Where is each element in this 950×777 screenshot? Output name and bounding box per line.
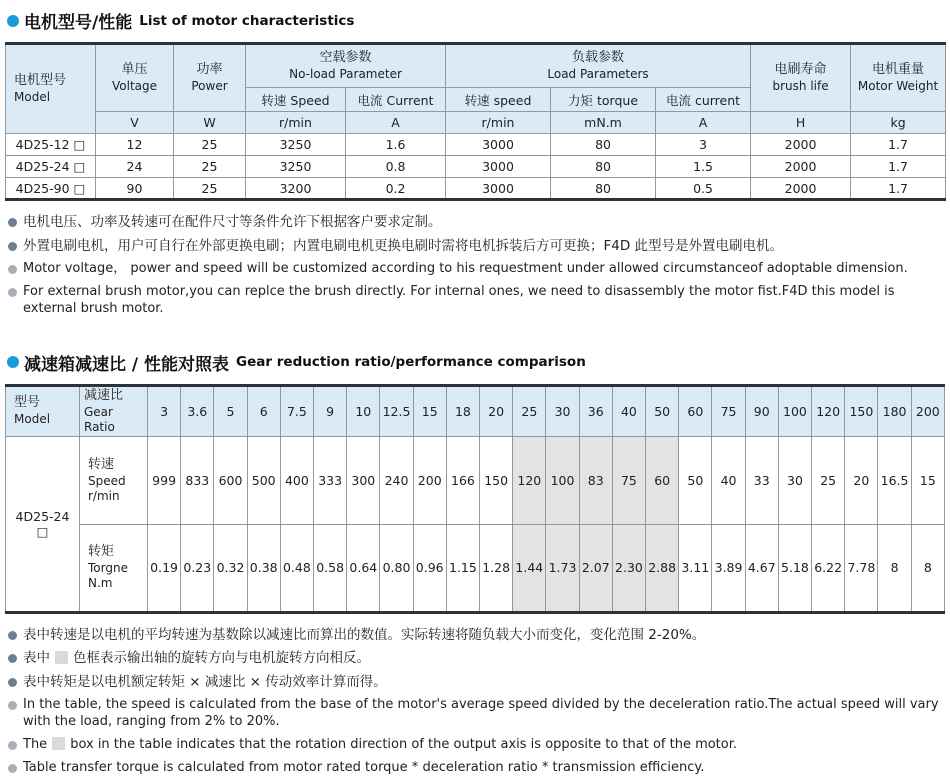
ratio-header-cell: 60 [679, 385, 712, 436]
ratio-header-cell: 15 [413, 385, 446, 436]
table-row [6, 134, 946, 156]
model-cell: 4D25-12 □ [6, 134, 96, 156]
value-cell: 25 [174, 134, 246, 156]
speed-cell: 60 [646, 436, 679, 524]
table-row [6, 178, 946, 200]
note-line [8, 760, 942, 777]
value-cell: 80 [551, 156, 656, 178]
ratio-header-cell: 120 [812, 385, 845, 436]
note-text [23, 737, 737, 754]
speed-cell: 833 [181, 436, 214, 524]
speed-cell: 75 [612, 436, 645, 524]
subheader-load-current: 电流 current [656, 88, 751, 112]
value-cell: 25 [174, 156, 246, 178]
ratio-header-cell: 7.5 [280, 385, 313, 436]
note-line [8, 214, 942, 232]
section-title-zh: 电机型号/性能 [24, 13, 133, 33]
col-header-model [6, 385, 80, 436]
torque-cell: 8 [911, 524, 944, 612]
ratio-header-cell: 100 [778, 385, 811, 436]
col-header-voltage [96, 44, 174, 112]
value-cell: 80 [551, 134, 656, 156]
header-label: 单压 [121, 62, 148, 78]
speed-cell: 30 [778, 436, 811, 524]
ratio-header-cell: 9 [314, 385, 347, 436]
value-cell: 3000 [446, 156, 551, 178]
speed-cell: 33 [745, 436, 778, 524]
unit-cell: r/min [246, 112, 346, 134]
header-label: Voltage [111, 78, 157, 93]
speed-cell: 25 [812, 436, 845, 524]
speed-cell: 400 [280, 436, 313, 524]
table-row [6, 156, 946, 178]
speed-cell: 166 [446, 436, 479, 524]
torque-cell: 0.80 [380, 524, 413, 612]
value-cell: 3 [656, 134, 751, 156]
speed-cell: 120 [513, 436, 546, 524]
motor-notes [8, 214, 942, 318]
model-cell: 4D25-24 □ [6, 436, 80, 612]
value-cell: 3250 [246, 156, 346, 178]
ratio-header-cell: 75 [712, 385, 745, 436]
torque-cell: 0.96 [413, 524, 446, 612]
ratio-header-cell: 25 [513, 385, 546, 436]
torque-cell: 0.48 [280, 524, 313, 612]
ratio-header-cell: 200 [911, 385, 944, 436]
torque-cell: 2.88 [646, 524, 679, 612]
value-cell: 0.5 [656, 178, 751, 200]
value-cell: 3200 [246, 178, 346, 200]
row-label: N.m [88, 576, 113, 591]
speed-cell: 16.5 [878, 436, 911, 524]
gray-box-swatch [55, 651, 68, 664]
header-label: Model [14, 412, 51, 427]
header-label: 负载参数 [572, 50, 625, 66]
header-label: 减速比 [84, 387, 124, 403]
section-motor-title [7, 8, 943, 33]
torque-cell: 2.07 [579, 524, 612, 612]
table-header-row [6, 44, 946, 88]
ratio-header-cell: 12.5 [380, 385, 413, 436]
value-cell: 0.8 [346, 156, 446, 178]
table-units-row [6, 112, 946, 134]
torque-cell: 1.73 [546, 524, 579, 612]
note-text: box in the table indicates that the rotation direction of the output axis is opposite to that of the motor. [70, 737, 738, 753]
ratio-header-cell: 10 [347, 385, 380, 436]
speed-cell: 999 [148, 436, 181, 524]
bullet-icon [7, 356, 19, 368]
speed-cell: 600 [214, 436, 247, 524]
row-label: 转矩 [88, 544, 115, 560]
unit-cell: W [174, 112, 246, 134]
value-cell: 25 [174, 178, 246, 200]
ratio-header-cell: 90 [745, 385, 778, 436]
torque-cell: 6.22 [812, 524, 845, 612]
header-label: 型号 [14, 395, 41, 411]
ratio-header-cell: 20 [480, 385, 513, 436]
header-label: 电机重量 [872, 62, 925, 78]
torque-cell: 1.28 [480, 524, 513, 612]
group-header-load [446, 44, 751, 88]
row-label: Speed [88, 473, 126, 488]
note-text: In the table, the speed is calculated from the base of the motor's average speed divided by the deceleration ratio.The actual speed will vary with the load, ranging from 2% to 20%. [23, 697, 939, 730]
note-bullet-icon [8, 701, 17, 710]
value-cell: 3000 [446, 134, 551, 156]
value-cell: 0.2 [346, 178, 446, 200]
gear-notes [8, 627, 942, 777]
bullet-icon [7, 15, 19, 27]
note-text: 表中转矩是以电机额定转矩 × 减速比 × 传动效率计算而得。 [23, 673, 387, 690]
unit-cell: mN.m [551, 112, 656, 134]
speed-cell: 300 [347, 436, 380, 524]
note-text: Motor voltage， power and speed will be customized according to his requestment under allowed circumstanceof adoptable dimension. [23, 261, 908, 277]
torque-cell: 0.32 [214, 524, 247, 612]
header-label: Motor Weight [857, 78, 939, 93]
torque-cell: 8 [878, 524, 911, 612]
speed-cell: 333 [314, 436, 347, 524]
ratio-header-cell: 30 [546, 385, 579, 436]
speed-cell: 200 [413, 436, 446, 524]
note-text: 外置电刷电机，用户可自行在外部更换电刷；内置电刷电机更换电刷时需将电机拆装后方可更换；F4D 此型号是外置电刷电机。 [23, 237, 784, 254]
note-line [8, 284, 942, 318]
note-bullet-icon [8, 654, 17, 663]
speed-cell: 50 [679, 436, 712, 524]
note-text: The [23, 737, 48, 753]
torque-cell: 4.67 [745, 524, 778, 612]
value-cell: 80 [551, 178, 656, 200]
header-label: 空载参数 [319, 50, 372, 66]
torque-cell: 1.15 [446, 524, 479, 612]
torque-cell: 0.58 [314, 524, 347, 612]
speed-cell: 500 [247, 436, 280, 524]
value-cell: 1.7 [851, 178, 946, 200]
torque-cell: 0.19 [148, 524, 181, 612]
row-label: Torgne [88, 561, 128, 576]
ratio-header-cell: 50 [646, 385, 679, 436]
model-cell: 4D25-24 □ [6, 156, 96, 178]
speed-cell: 83 [579, 436, 612, 524]
ratio-header-cell: 150 [845, 385, 878, 436]
header-label: brush life [772, 78, 829, 93]
unit-cell: kg [851, 112, 946, 134]
ratio-header-cell: 180 [878, 385, 911, 436]
col-header-model [6, 44, 96, 134]
note-line [8, 737, 942, 754]
torque-cell: 0.64 [347, 524, 380, 612]
col-header-brush-life [751, 44, 851, 112]
value-cell: 2000 [751, 134, 851, 156]
subheader-load-torque: 力矩 torque [551, 88, 656, 112]
note-bullet-icon [8, 764, 17, 773]
group-header-noload [246, 44, 446, 88]
ratio-header-cell: 40 [612, 385, 645, 436]
table-header-row [6, 385, 945, 436]
value-cell: 90 [96, 178, 174, 200]
unit-cell: H [751, 112, 851, 134]
note-bullet-icon [8, 265, 17, 274]
value-cell: 2000 [751, 156, 851, 178]
ratio-header-cell: 5 [214, 385, 247, 436]
row-label: r/min [88, 488, 120, 503]
unit-cell: A [346, 112, 446, 134]
header-label: Power [191, 78, 228, 93]
note-text: 表中 [23, 650, 50, 667]
note-line [8, 697, 942, 731]
torque-row [6, 524, 945, 612]
note-line [8, 238, 942, 256]
model-cell: 4D25-90 □ [6, 178, 96, 200]
torque-cell: 7.78 [845, 524, 878, 612]
note-text: 电机电压、功率及转速可在配件尺寸等条件允许下根据客户要求定制。 [23, 214, 442, 230]
note-text: 表中转速是以电机的平均转速为基数除以减速比而算出的数值。实际转速将随负载大小而变化，变化范围 2-20%。 [23, 626, 706, 643]
header-label: 电机型号 [14, 73, 67, 89]
speed-row-label [80, 436, 148, 524]
header-label: Gear Ratio [84, 404, 115, 434]
note-bullet-icon [8, 741, 17, 750]
note-bullet-icon [8, 242, 17, 251]
subheader-noload-current: 电流 Current [346, 88, 446, 112]
value-cell: 1.7 [851, 156, 946, 178]
value-cell: 1.7 [851, 134, 946, 156]
note-bullet-icon [8, 631, 17, 640]
header-label: 功率 [196, 62, 223, 78]
note-bullet-icon [8, 218, 17, 227]
header-label: 电刷寿命 [774, 62, 827, 78]
speed-row [6, 436, 945, 524]
row-label: 转速 [88, 456, 115, 472]
subheader-noload-speed: 转速 Speed [246, 88, 346, 112]
value-cell: 12 [96, 134, 174, 156]
note-text [23, 650, 370, 668]
note-bullet-icon [8, 678, 17, 687]
col-header-weight [851, 44, 946, 112]
section-title-zh: 减速箱减速比 / 性能对照表 [24, 354, 230, 375]
note-text: Table transfer torque is calculated from motor rated torque * deceleration ratio * transmission efficiency. [23, 759, 705, 775]
note-line [8, 261, 942, 278]
unit-cell: V [96, 112, 174, 134]
torque-cell: 0.23 [181, 524, 214, 612]
value-cell: 3000 [446, 178, 551, 200]
torque-cell: 5.18 [778, 524, 811, 612]
header-label: Model [14, 89, 51, 104]
value-cell: 2000 [751, 178, 851, 200]
ratio-header-cell: 18 [446, 385, 479, 436]
speed-cell: 240 [380, 436, 413, 524]
motor-characteristics-table [5, 42, 946, 201]
subheader-load-speed: 转速 speed [446, 88, 551, 112]
col-header-power [174, 44, 246, 112]
col-header-gear-ratio [80, 385, 148, 436]
note-text: For external brush motor,you can replce the brush directly. For internal ones, we need to disassembly the motor fist.F4D this model is external brush motor. [23, 283, 895, 316]
torque-cell: 2.30 [612, 524, 645, 612]
speed-cell: 150 [480, 436, 513, 524]
torque-cell: 3.11 [679, 524, 712, 612]
gray-box-swatch [52, 737, 65, 750]
value-cell: 1.5 [656, 156, 751, 178]
torque-cell: 1.44 [513, 524, 546, 612]
note-text: 色框表示输出轴的旋转方向与电机旋转方向相反。 [73, 650, 370, 667]
header-label: Load Parameters [547, 66, 649, 81]
ratio-header-cell: 6 [247, 385, 280, 436]
unit-cell: A [656, 112, 751, 134]
ratio-header-cell: 36 [579, 385, 612, 436]
value-cell: 24 [96, 156, 174, 178]
torque-cell: 3.89 [712, 524, 745, 612]
note-line [8, 627, 942, 645]
unit-cell: r/min [446, 112, 551, 134]
torque-row-label [80, 524, 148, 612]
speed-cell: 40 [712, 436, 745, 524]
section-title-en: List of motor characteristics [139, 12, 355, 29]
ratio-header-cell: 3.6 [181, 385, 214, 436]
note-line [8, 674, 942, 692]
ratio-header-cell: 3 [148, 385, 181, 436]
section-title-en: Gear reduction ratio/performance comparison [236, 354, 586, 371]
section-gear-title [7, 350, 943, 375]
torque-cell: 0.38 [247, 524, 280, 612]
note-bullet-icon [8, 288, 17, 297]
speed-cell: 20 [845, 436, 878, 524]
speed-cell: 100 [546, 436, 579, 524]
value-cell: 3250 [246, 134, 346, 156]
speed-cell: 15 [911, 436, 944, 524]
gear-ratio-table [5, 384, 945, 614]
value-cell: 1.6 [346, 134, 446, 156]
note-line [8, 650, 942, 668]
header-label: No-load Parameter [289, 66, 402, 81]
